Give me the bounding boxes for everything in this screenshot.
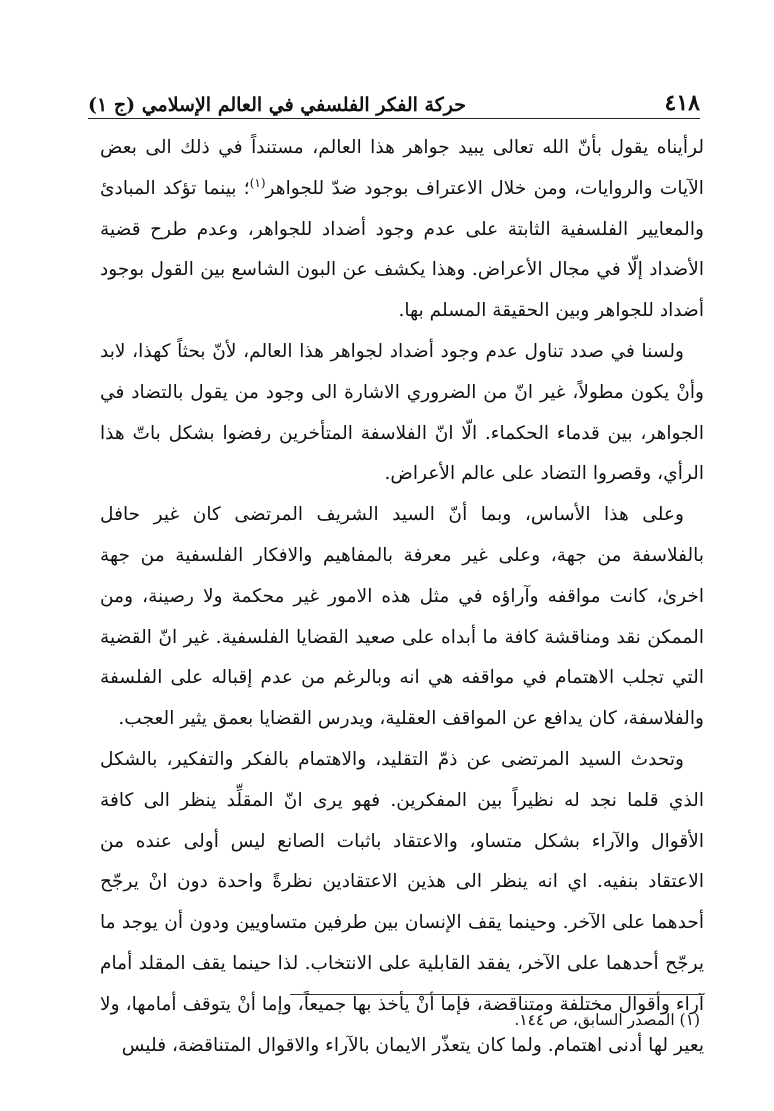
header-divider — [88, 118, 700, 119]
paragraph: لرأيناه يقول بأنّ الله تعالى يبيد جواهر هذا العالم، مستنداً في ذلك الى بعض الآيات والروايات، ومن خلال الاعتراف بوجود ضدّ للجواهر$^{(١)}$؛ بينما تؤكد المبادئ والمعايير الفلسفية الثابتة على عدم وجود أضداد للجواهر، وعدم طرح قضية الأضداد إلّا في مجال الأعراض. وهذا يكشف عن البون الشاسع بين القول بوجود أضداد للجواهر وبين الحقيقة المسلم بها. — [100, 137, 704, 322]
footnote: (١) المصدر السابق، ص ١٤٤. — [514, 1011, 700, 1029]
paragraph: وتحدث السيد المرتضى عن ذمّ التقليد، والاهتمام بالفكر والتفكير، بالشكل الذي قلما نجد له نظيراً بين المفكرين. فهو يرى انّ المقلِّد ينظر الى كافة الأقوال والآراء بشكل متساو، والاعتقاد باثبات الصانع ليس أولى عنده من الاعتقاد بنفيه. اي انه ينظر الى هذين الاعتقادين نظرةً واحدة دون انْ يرجّح أحدهما على الآخر. وحينما يقف الإنسان بين طرفين متساويين ودون أن يوجد ما يرجّح أحدهما على الآخر، يفقد القابلية على الانتخاب. لذا حينما يقف المقلد أمام آراء وأقوال مختلفة ومتناقضة، فإما أنْ يأخذ بها جميعاً، وإما أنْ يتوقف أمامها، ولا يعير لها أدنى اهتمام. ولما كان يتعذّر الايمان بالآراء والاقوال المتناقضة، فليس — [100, 748, 704, 1056]
body-text — [100, 128, 704, 1066]
paragraph: وعلى هذا الأساس، وبما أنّ السيد الشريف المرتضى كان غير حافل بالفلاسفة من جهة، وعلى غير معرفة بالمفاهيم والافكار الفلسفية من جهة اخرىٰ، كانت مواقفه وآراؤه في مثل هذه الامور غير محكمة ولا رصينة، ومن الممكن نقد ومناقشة كافة ما أبداه على صعيد القضايا الفلسفية. غير انّ القضية التي تجلب الاهتمام في مواقفه هي انه وبالرغم من عدم إقباله على الفلسفة والفلاسفة، كان يدافع عن المواقف العقلية، ويدرس القضايا بعمق يثير العجب. — [100, 504, 704, 730]
paragraph: ولسنا في صدد تناول عدم وجود أضداد لجواهر هذا العالم، لأنّ بحثاً كهذا، لابد وأنْ يكون مطولاً، غير انّ من الضروري الاشارة الى وجود من يقول بالتضاد في الجواهر، بين قدماء الحكماء. الّا انّ الفلاسفة المتأخرين رفضوا بشكل باتّ هذا الرأي، وقصروا التضاد على عالم الأعراض. — [100, 340, 704, 485]
running-title: حركة الفكر الفلسفي في العالم الإسلامي (ج ١) — [88, 94, 467, 116]
page-number: ٤١٨ — [664, 90, 700, 116]
page-header — [88, 84, 700, 116]
footnote-marker[interactable]: (١) — [249, 175, 266, 190]
footnote-divider — [290, 994, 704, 995]
